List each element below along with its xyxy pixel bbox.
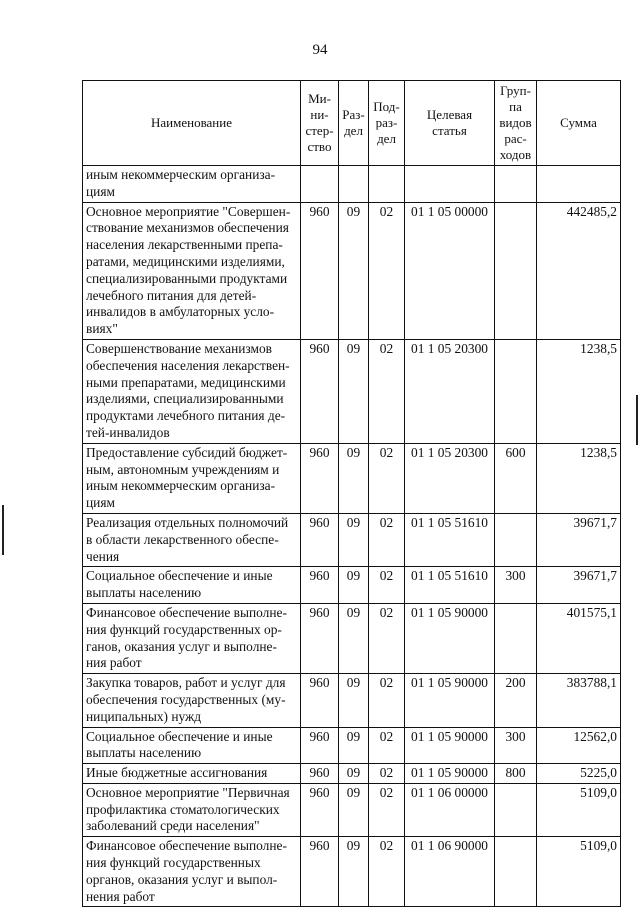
cell-target: 01 1 05 90000: [405, 727, 495, 764]
header-target: Целевая статья: [405, 81, 495, 166]
cell-group: 200: [495, 674, 537, 727]
budget-table: [82, 80, 621, 907]
cell-target: 01 1 05 00000: [405, 202, 495, 339]
cell-target: 01 1 05 20300: [405, 339, 495, 443]
header-name: Наименование: [83, 81, 301, 166]
cell-ministry: 960: [301, 764, 339, 784]
table-row: [83, 166, 621, 203]
cell-sum: 5225,0: [537, 764, 621, 784]
cell-sum: 1238,5: [537, 443, 621, 513]
table-row: [83, 202, 621, 339]
cell-target: 01 1 05 90000: [405, 674, 495, 727]
cell-target: 01 1 06 00000: [405, 783, 495, 836]
table-row: [83, 567, 621, 604]
table-row: [83, 837, 621, 907]
cell-section: 09: [339, 443, 369, 513]
cell-section: 09: [339, 674, 369, 727]
cell-section: 09: [339, 764, 369, 784]
cell-subsection: 02: [369, 764, 405, 784]
cell-ministry: 960: [301, 674, 339, 727]
cell-target: 01 1 05 51610: [405, 513, 495, 566]
cell-ministry: 960: [301, 202, 339, 339]
cell-ministry: 960: [301, 727, 339, 764]
cell-sum: 12562,0: [537, 727, 621, 764]
table-row: [83, 727, 621, 764]
cell-subsection: [369, 166, 405, 203]
table-row: [83, 674, 621, 727]
cell-ministry: 960: [301, 603, 339, 673]
cell-subsection: 02: [369, 603, 405, 673]
cell-target: 01 1 05 20300: [405, 443, 495, 513]
cell-group: [495, 513, 537, 566]
cell-section: 09: [339, 339, 369, 443]
cell-group: 300: [495, 727, 537, 764]
cell-sum: [537, 166, 621, 203]
cell-section: 09: [339, 513, 369, 566]
cell-target: 01 1 05 90000: [405, 764, 495, 784]
cell-section: 09: [339, 202, 369, 339]
cell-sum: 5109,0: [537, 783, 621, 836]
cell-sum: 383788,1: [537, 674, 621, 727]
cell-group: 600: [495, 443, 537, 513]
cell-ministry: 960: [301, 513, 339, 566]
cell-ministry: [301, 166, 339, 203]
table-row: [83, 513, 621, 566]
cell-subsection: 02: [369, 727, 405, 764]
cell-name: Иные бюджетные ассигнования: [83, 764, 301, 784]
cell-group: 800: [495, 764, 537, 784]
table-body: [83, 166, 621, 907]
table-header: [83, 81, 621, 166]
cell-ministry: 960: [301, 339, 339, 443]
table-row: [83, 783, 621, 836]
cell-section: 09: [339, 567, 369, 604]
scan-edge-mark-left: [2, 505, 4, 555]
cell-target: 01 1 06 90000: [405, 837, 495, 907]
cell-section: 09: [339, 837, 369, 907]
cell-subsection: 02: [369, 443, 405, 513]
cell-group: [495, 339, 537, 443]
header-subsection: Под- раз- дел: [369, 81, 405, 166]
cell-name: иным некоммерческим организа- циям: [83, 166, 301, 203]
cell-name: Основное мероприятие "Совершен- ствование механизмов обеспечения населения лекарственными препа- ратами, медицинскими изделиями, специализированными продуктами лечебного питания для детей- инвалидов в амбулаторных усло- виях": [83, 202, 301, 339]
cell-section: 09: [339, 727, 369, 764]
table-row: [83, 339, 621, 443]
cell-group: [495, 603, 537, 673]
cell-sum: 401575,1: [537, 603, 621, 673]
table-row: [83, 443, 621, 513]
cell-group: [495, 783, 537, 836]
cell-group: 300: [495, 567, 537, 604]
cell-group: [495, 202, 537, 339]
cell-name: Предоставление субсидий бюджет- ным, автономным учреждениям и иным некоммерческим организа- циям: [83, 443, 301, 513]
cell-name: Реализация отдельных полномочий в области лекарственного обеспе- чения: [83, 513, 301, 566]
table-row: [83, 603, 621, 673]
cell-subsection: 02: [369, 339, 405, 443]
cell-target: 01 1 05 90000: [405, 603, 495, 673]
page-number: 94: [312, 42, 328, 58]
cell-subsection: 02: [369, 513, 405, 566]
cell-subsection: 02: [369, 783, 405, 836]
cell-name: Финансовое обеспечение выполне- ния функций государственных ор- ганов, оказания услуг и выполне- ния работ: [83, 603, 301, 673]
cell-subsection: 02: [369, 674, 405, 727]
cell-subsection: 02: [369, 567, 405, 604]
cell-sum: 442485,2: [537, 202, 621, 339]
cell-ministry: 960: [301, 837, 339, 907]
header-sum: Сумма: [537, 81, 621, 166]
scan-edge-mark-right: [636, 395, 638, 445]
cell-target: [405, 166, 495, 203]
header-ministry: Ми- ни- стер- ство: [301, 81, 339, 166]
cell-group: [495, 837, 537, 907]
cell-name: Финансовое обеспечение выполне- ния функций государственных органов, оказания услуг и выпол- нения работ: [83, 837, 301, 907]
cell-section: 09: [339, 783, 369, 836]
cell-name: Основное мероприятие "Первичная профилактика стоматологических заболеваний среди населения": [83, 783, 301, 836]
cell-ministry: 960: [301, 783, 339, 836]
cell-name: Социальное обеспечение и иные выплаты населению: [83, 727, 301, 764]
cell-sum: 39671,7: [537, 567, 621, 604]
cell-section: 09: [339, 603, 369, 673]
cell-sum: 39671,7: [537, 513, 621, 566]
cell-ministry: 960: [301, 567, 339, 604]
cell-subsection: 02: [369, 202, 405, 339]
cell-target: 01 1 05 51610: [405, 567, 495, 604]
cell-group: [495, 166, 537, 203]
cell-section: [339, 166, 369, 203]
cell-sum: 1238,5: [537, 339, 621, 443]
cell-subsection: 02: [369, 837, 405, 907]
cell-name: Социальное обеспечение и иные выплаты населению: [83, 567, 301, 604]
header-section: Раз- дел: [339, 81, 369, 166]
table-row: [83, 764, 621, 784]
cell-name: Совершенствование механизмов обеспечения населения лекарствен- ными препаратами, медицинскими изделиями, специализированными продуктами лечебного питания де- тей-инвалидов: [83, 339, 301, 443]
cell-name: Закупка товаров, работ и услуг для обеспечения государственных (му- ниципальных) нужд: [83, 674, 301, 727]
cell-sum: 5109,0: [537, 837, 621, 907]
header-group: Груп- па видов рас- ходов: [495, 81, 537, 166]
cell-ministry: 960: [301, 443, 339, 513]
